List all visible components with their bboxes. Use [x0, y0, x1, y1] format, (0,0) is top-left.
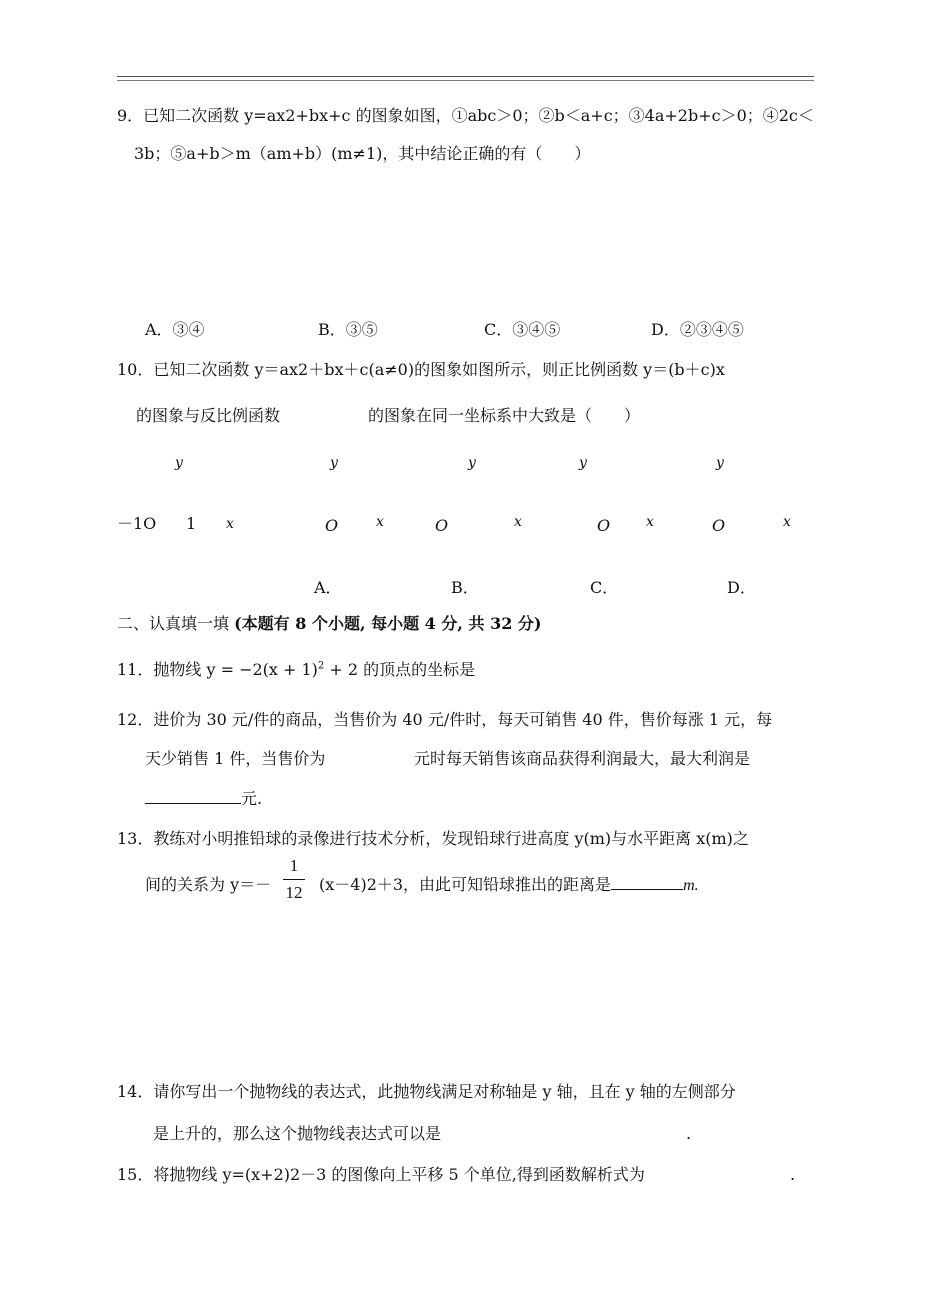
graph4-origin-label: O: [597, 516, 611, 535]
q12-line3: [145, 789, 262, 808]
q13-frac-numerator: 1: [289, 856, 299, 875]
section-2-prefix: 二、认真填一填: [117, 614, 235, 633]
q13-fraction: [283, 856, 305, 903]
q11-superscript: 2: [317, 660, 325, 672]
graph4-y-label: y: [579, 455, 587, 471]
q11-text: [117, 660, 475, 679]
graph1-origin-label: －1O: [117, 514, 157, 533]
graph2-y-label: y: [330, 455, 338, 471]
q12-line1: 12．进价为 30 元/件的商品，当售价为 40 元/件时，每天可销售 40 件，售价每涨 1 元，每: [117, 710, 773, 729]
q14-line1: 14．请你写出一个抛物线的表达式，此抛物线满足对称轴是 y 轴，且在 y 轴的左侧部分: [117, 1082, 736, 1101]
graph2-origin-label: O: [325, 516, 339, 535]
q13-line2b: (x－4)2＋3，由此可知铅球推出的距离是: [319, 875, 612, 894]
q12-answer-blank[interactable]: [145, 789, 241, 804]
q10-option-b: B．: [451, 578, 479, 597]
graph1-tick-one: 1: [186, 514, 197, 533]
q11-text-b: + 2 的顶点的坐标是: [324, 660, 476, 679]
q10-option-d: D．: [727, 578, 756, 597]
graph3-x-label: x: [514, 514, 522, 530]
q13-answer-blank[interactable]: [611, 875, 683, 890]
graph2-x-label: x: [376, 514, 384, 530]
q9-option-b: B．③⑤: [318, 320, 378, 339]
q13-line2a: 间的关系为 y＝－: [145, 875, 272, 894]
q14-line2: 是上升的，那么这个抛物线表达式可以是: [153, 1124, 442, 1143]
q9-line1: 9．已知二次函数 y=ax2+bx+c 的图象如图，①abc＞0；②b＜a+c；③4a+2b+c＞0；④2c＜: [117, 106, 814, 125]
section-2-info: (本题有 8 个小题, 每小题 4 分, 共 32 分): [234, 614, 542, 633]
q11-text-a: 11．抛物线 y = −2(x + 1): [117, 660, 318, 679]
q10-line2a: 的图象与反比例函数: [136, 406, 281, 425]
q12-line3-text: 元.: [241, 789, 263, 808]
q13-frac-denominator: 12: [285, 883, 303, 902]
graph1-y-label: y: [175, 455, 183, 471]
q10-line1: 10．已知二次函数 y＝ax2＋bx＋c(a≠0)的图象如图所示，则正比例函数 y＝(b＋c)x: [117, 360, 725, 379]
q9-option-c: C．③④⑤: [484, 320, 561, 339]
q13-line1: 13．教练对小明推铅球的录像进行技术分析，发现铅球行进高度 y(m)与水平距离 x(m)之: [117, 829, 749, 848]
q13-frac-bar: [283, 879, 305, 880]
q10-option-c: C．: [590, 578, 619, 597]
header-rule-bottom: [117, 80, 814, 81]
graph5-x-label: x: [783, 514, 791, 530]
graph3-origin-label: O: [435, 516, 449, 535]
q9-option-a: A．③④: [145, 320, 205, 339]
graph5-y-label: y: [716, 455, 724, 471]
q10-option-a: A．: [314, 578, 342, 597]
header-rule-top: [117, 76, 814, 77]
graph5-origin-label: O: [712, 516, 726, 535]
q14-end: .: [686, 1124, 692, 1143]
section-2-heading: [117, 614, 541, 633]
q13-line2b-wrap: [319, 875, 699, 895]
q15-end: .: [790, 1165, 796, 1184]
q9-line2: 3b；⑤a+b＞m（am+b）(m≠1)，其中结论正确的有（ ）: [134, 144, 591, 163]
graph4-x-label: x: [646, 514, 654, 530]
q13-line2c: m.: [683, 877, 699, 894]
q12-line2b: 元时每天销售该商品获得利润最大，最大利润是: [414, 749, 751, 768]
q10-line2b: 的图象在同一坐标系中大致是（ ）: [368, 406, 641, 425]
q15-text: 15．将抛物线 y=(x+2)2－3 的图像向上平移 5 个单位,得到函数解析式为: [117, 1165, 645, 1184]
graph1-x-label: x: [226, 516, 234, 532]
q9-option-d: D．②③④⑤: [651, 320, 744, 339]
q12-line2a: 天少销售 1 件，当售价为: [145, 749, 326, 768]
graph3-y-label: y: [468, 455, 476, 471]
